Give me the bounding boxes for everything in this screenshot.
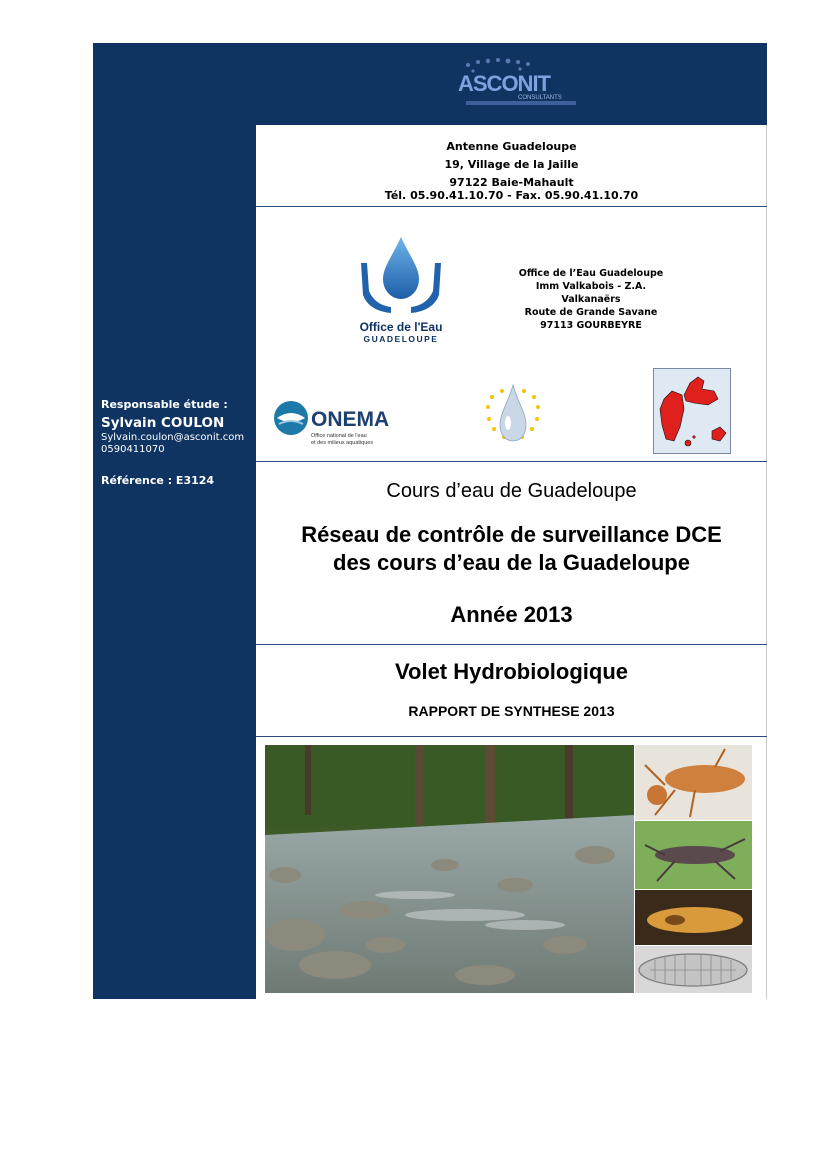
main-title-line-1: Réseau de contrôle de surveillance DCE	[301, 522, 722, 547]
responsable-email: Sylvain.coulon@asconit.com	[101, 432, 245, 443]
address-line-4: Tél. 05.90.41.10.70 - Fax. 05.90.41.10.70	[384, 189, 639, 202]
office-line: Imm Valkabois - Z.A.	[535, 281, 647, 292]
insect-larva-photo-2	[635, 821, 752, 889]
address-line-3: 97122 Baie-Mahault	[449, 176, 574, 189]
year-title: Année 2013	[450, 602, 573, 627]
header-band	[256, 43, 767, 125]
responsable-phone: 0590411070	[101, 444, 165, 455]
guadeloupe-map-shape	[654, 369, 730, 453]
reference: Référence : E3124	[101, 474, 215, 487]
volet-title: Volet Hydrobiologique	[394, 659, 629, 684]
onema-sub2: et des milieux aquatiques	[311, 440, 374, 446]
rapport-title: RAPPORT DE SYNTHESE 2013	[408, 703, 615, 719]
divider	[256, 206, 767, 207]
office-eau-address	[481, 267, 701, 332]
insect-larva-photo-3	[635, 890, 752, 945]
diatom-photo	[635, 946, 752, 993]
office-line: Valkanaërs	[561, 294, 621, 305]
asconit-logo-text: ASCONIT	[458, 71, 550, 96]
onema-name: ONEMA	[311, 408, 390, 431]
office-line: 97113 GOURBEYRE	[540, 320, 642, 331]
main-panel	[256, 43, 767, 999]
address-line-1: Antenne Guadeloupe	[446, 140, 577, 153]
office-eau-logo-line2: GUADELOUPE	[363, 334, 439, 344]
guadeloupe-map	[653, 368, 731, 454]
asconit-logo-subtext: CONSULTANTS	[518, 95, 562, 101]
divider	[256, 736, 767, 737]
address-line-2: 19, Village de la Jaille	[444, 158, 579, 171]
office-eau-logo	[351, 233, 451, 348]
subtitle-cours-eau: Cours d’eau de Guadeloupe	[386, 480, 637, 502]
onema-sub1: Office national de l'eau	[311, 433, 367, 439]
eu-water-drop-logo	[478, 383, 548, 445]
office-eau-logo-line1: Office de l'Eau	[359, 320, 443, 334]
asconit-logo	[448, 57, 578, 113]
sidebar	[93, 43, 256, 999]
responsable-label: Responsable étude :	[101, 398, 228, 411]
river-photo	[265, 745, 634, 993]
office-line: Route de Grande Savane	[524, 307, 658, 318]
insect-larva-photo-1	[635, 745, 752, 820]
office-line: Office de l’Eau Guadeloupe	[518, 268, 664, 279]
main-title	[256, 521, 767, 577]
responsable-name: Sylvain COULON	[101, 415, 225, 431]
onema-logo	[271, 396, 401, 451]
divider	[256, 644, 767, 645]
main-title-line-2: des cours d’eau de la Guadeloupe	[333, 550, 690, 575]
divider	[256, 461, 767, 462]
